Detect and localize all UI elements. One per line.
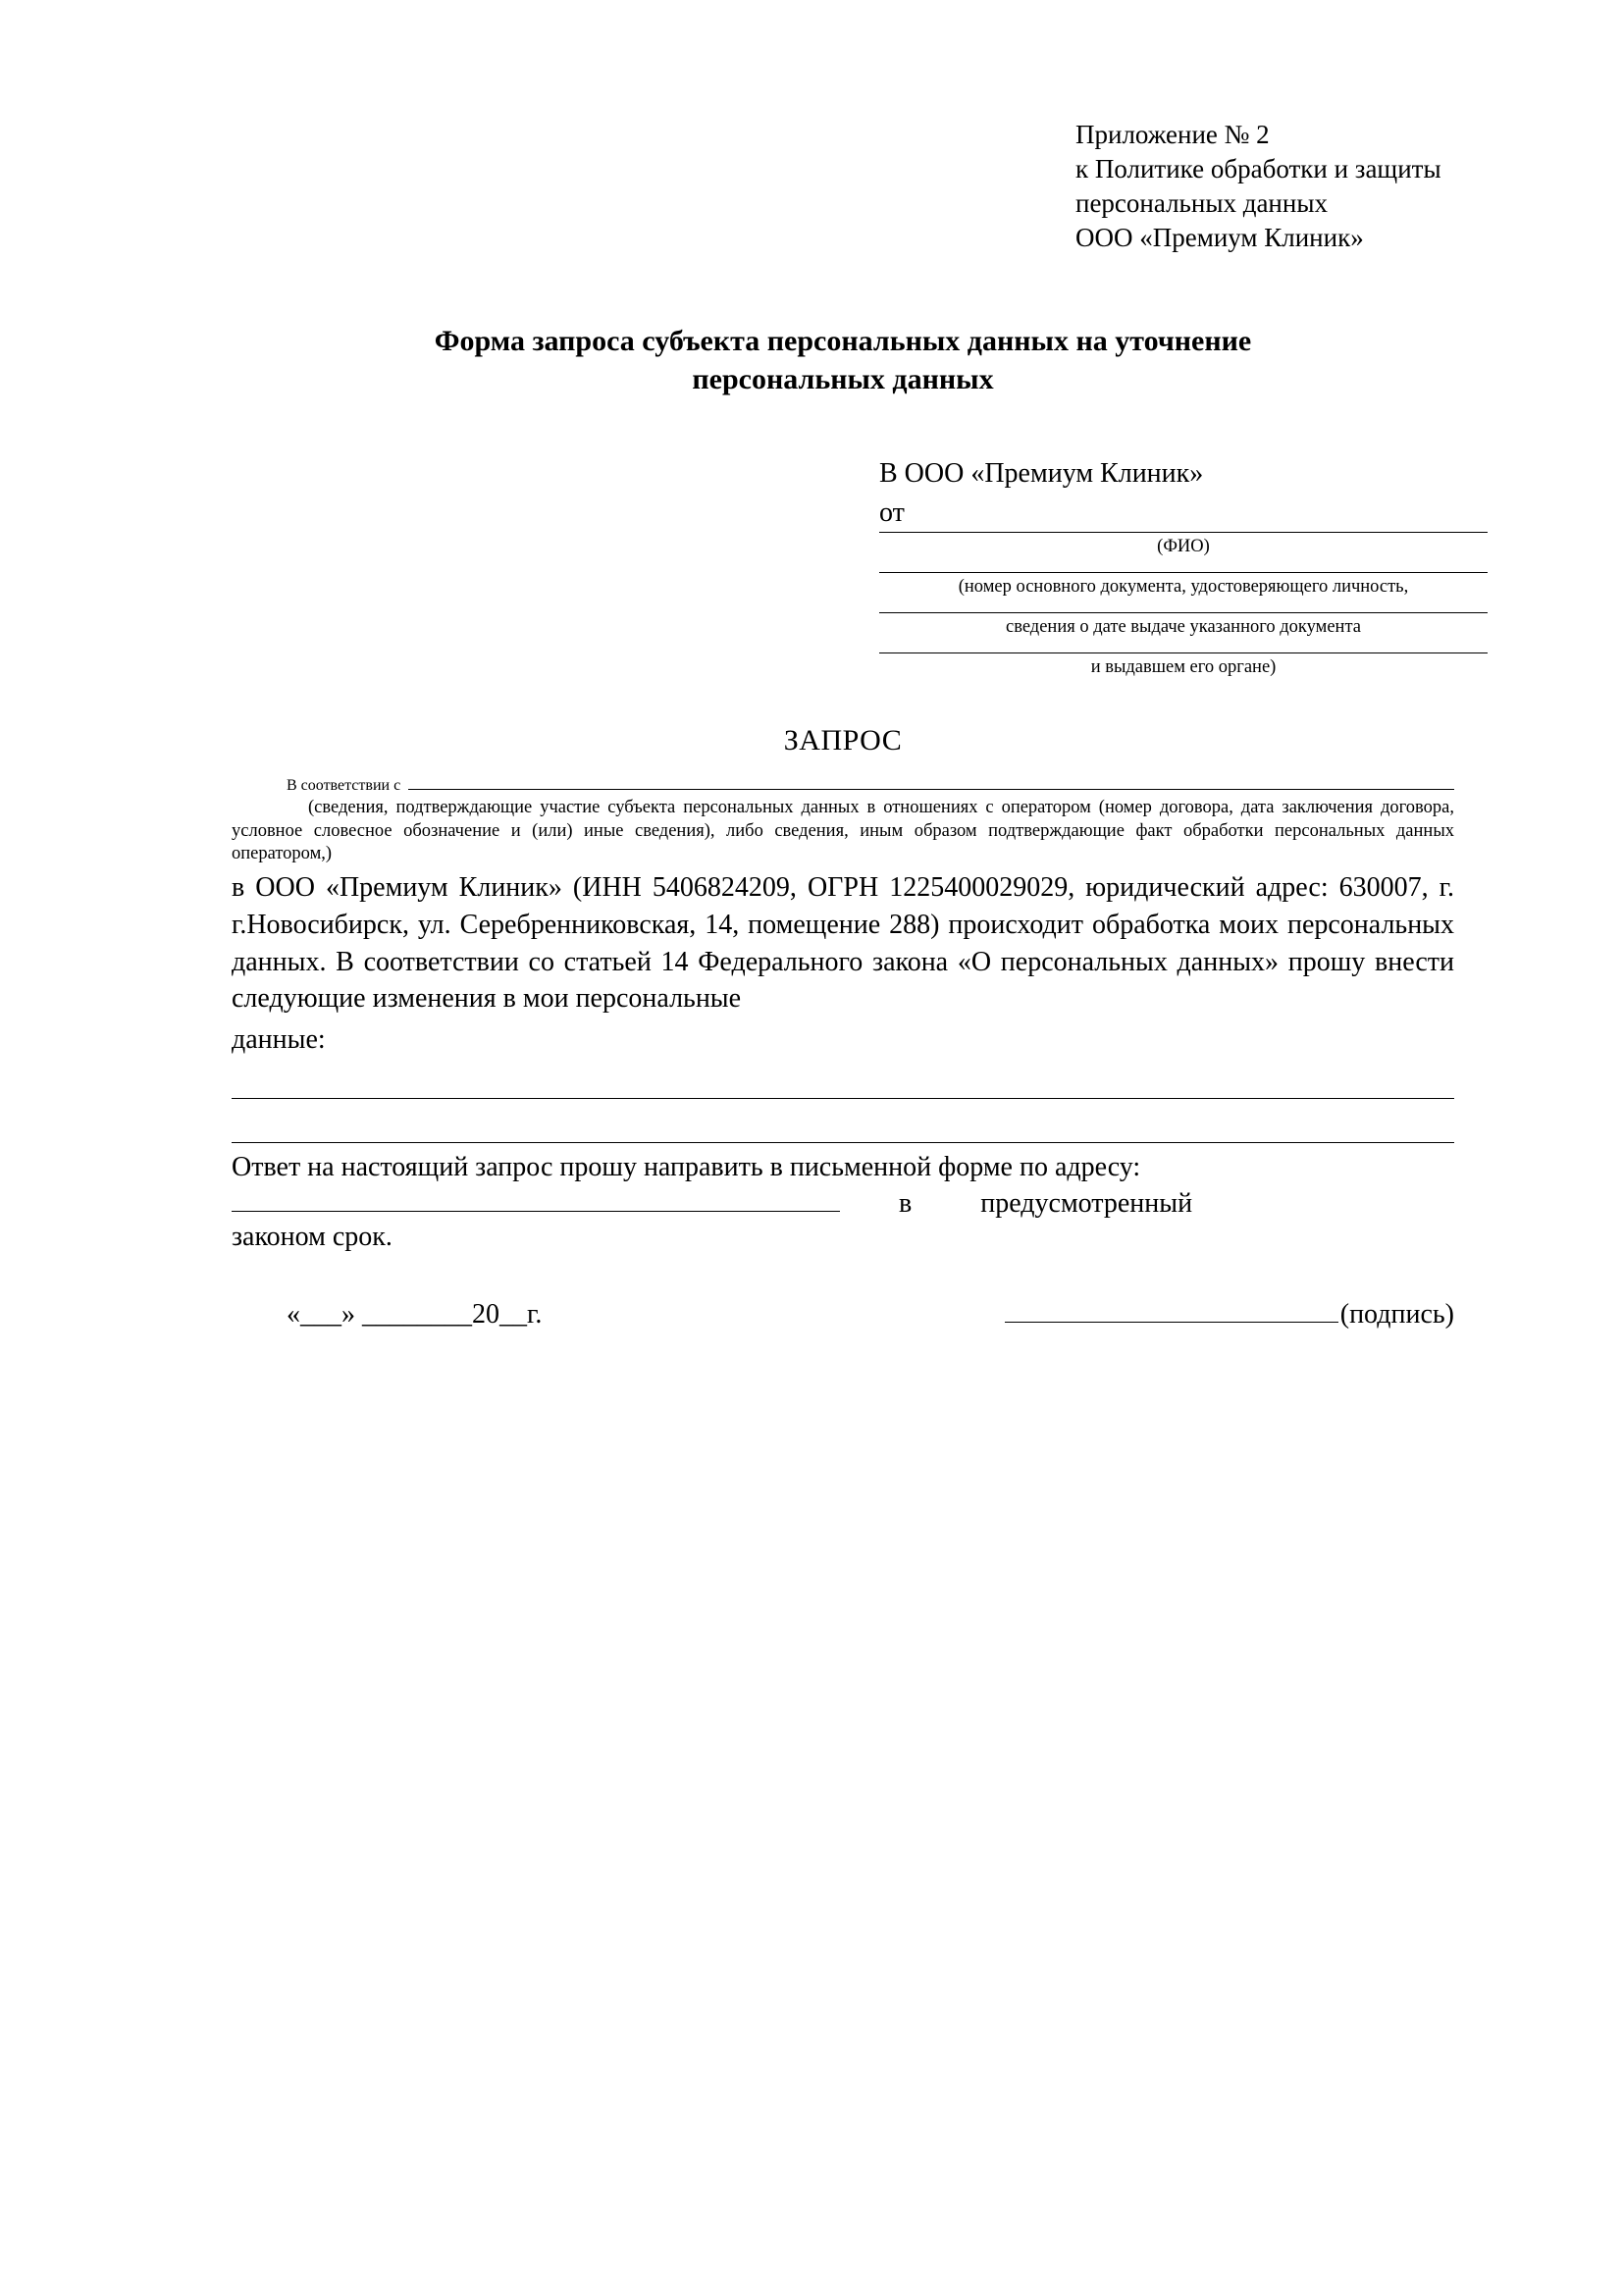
- addressee-block: [879, 455, 1454, 532]
- request-heading: ЗАПРОС: [783, 724, 903, 757]
- appendix-policy-line-2: персональных данных: [1075, 188, 1328, 219]
- doc-number-caption: (номер основного документа, удостоверяющего личность,: [958, 577, 1409, 598]
- changes-input-line-2[interactable]: [232, 1142, 1454, 1143]
- fio-input-line[interactable]: [879, 532, 1488, 533]
- appendix-company: ООО «Премиум Клиник»: [1075, 223, 1364, 253]
- addressee-from: от: [879, 497, 905, 529]
- fio-caption: (ФИО): [1157, 536, 1210, 556]
- doc-date-input-line[interactable]: [879, 612, 1488, 613]
- addressee-to: В ООО «Премиум Клиник»: [879, 458, 1204, 490]
- answer-address-input-line[interactable]: [232, 1187, 840, 1212]
- request-body-paragraph: в ООО «Премиум Клиник» (ИНН 5406824209, ОГРН 1225400029029, юридический адрес: 630007, г. г.Новосибирск, ул. Серебренниковская, 14, помещение 288) происходит обработка моих персональных данных. В соответствии со статьей 14 Федерального закона «О персональных данных» прошу внести следующие изменения в мои персональные: [232, 872, 1454, 1015]
- answer-term-tail: законом срок.: [232, 1222, 393, 1253]
- answer-word-v: в: [899, 1188, 913, 1220]
- answer-address-row: [232, 1187, 1454, 1220]
- appendix-header: [1075, 118, 1454, 255]
- appendix-number: Приложение № 2: [1075, 120, 1270, 149]
- signature-row: [232, 1298, 1454, 1331]
- appendix-policy-line-1: к Политике обработки и защиты: [1075, 154, 1441, 184]
- doc-issuer-input-line[interactable]: [879, 652, 1488, 653]
- signature-label: (подпись): [1339, 1299, 1454, 1331]
- date-stub[interactable]: «___» ________20__г.: [287, 1299, 543, 1331]
- request-basis-note-text: (сведения, подтверждающие участие субъекта персональных данных в отношениях с оператором (номер договора, дата заключения договора, условное словесное обозначение и (или) иные сведения), либо сведения, иным образом подтверждающие факт обработки персональных данных оператором,): [232, 798, 1454, 864]
- doc-issuer-caption: и выдавшем его органе): [1090, 657, 1277, 678]
- request-basis-input-line[interactable]: [408, 763, 1454, 790]
- changes-input-line-1[interactable]: [232, 1098, 1454, 1099]
- answer-word-term: предусмотренный: [980, 1188, 1193, 1220]
- doc-date-caption: сведения о дате выдаче указанного документа: [1006, 617, 1361, 638]
- page-title: [232, 322, 1454, 398]
- addressee-fields: [879, 532, 1488, 680]
- page-title-line-1: Форма запроса субъекта персональных данных на уточнение: [434, 325, 1252, 358]
- request-basis-label: В соответствии с: [287, 777, 401, 795]
- page-title-line-2: персональных данных: [692, 363, 994, 396]
- answer-address-text: Ответ на настоящий запрос прошу направить в письменной форме по адресу:: [232, 1151, 1141, 1182]
- request-basis-note: [232, 797, 1454, 865]
- request-body-paragraph-last: данные:: [232, 1023, 326, 1055]
- doc-number-input-line[interactable]: [879, 572, 1488, 573]
- request-basis-row: [232, 763, 1454, 795]
- signature-input-line[interactable]: [1005, 1298, 1338, 1323]
